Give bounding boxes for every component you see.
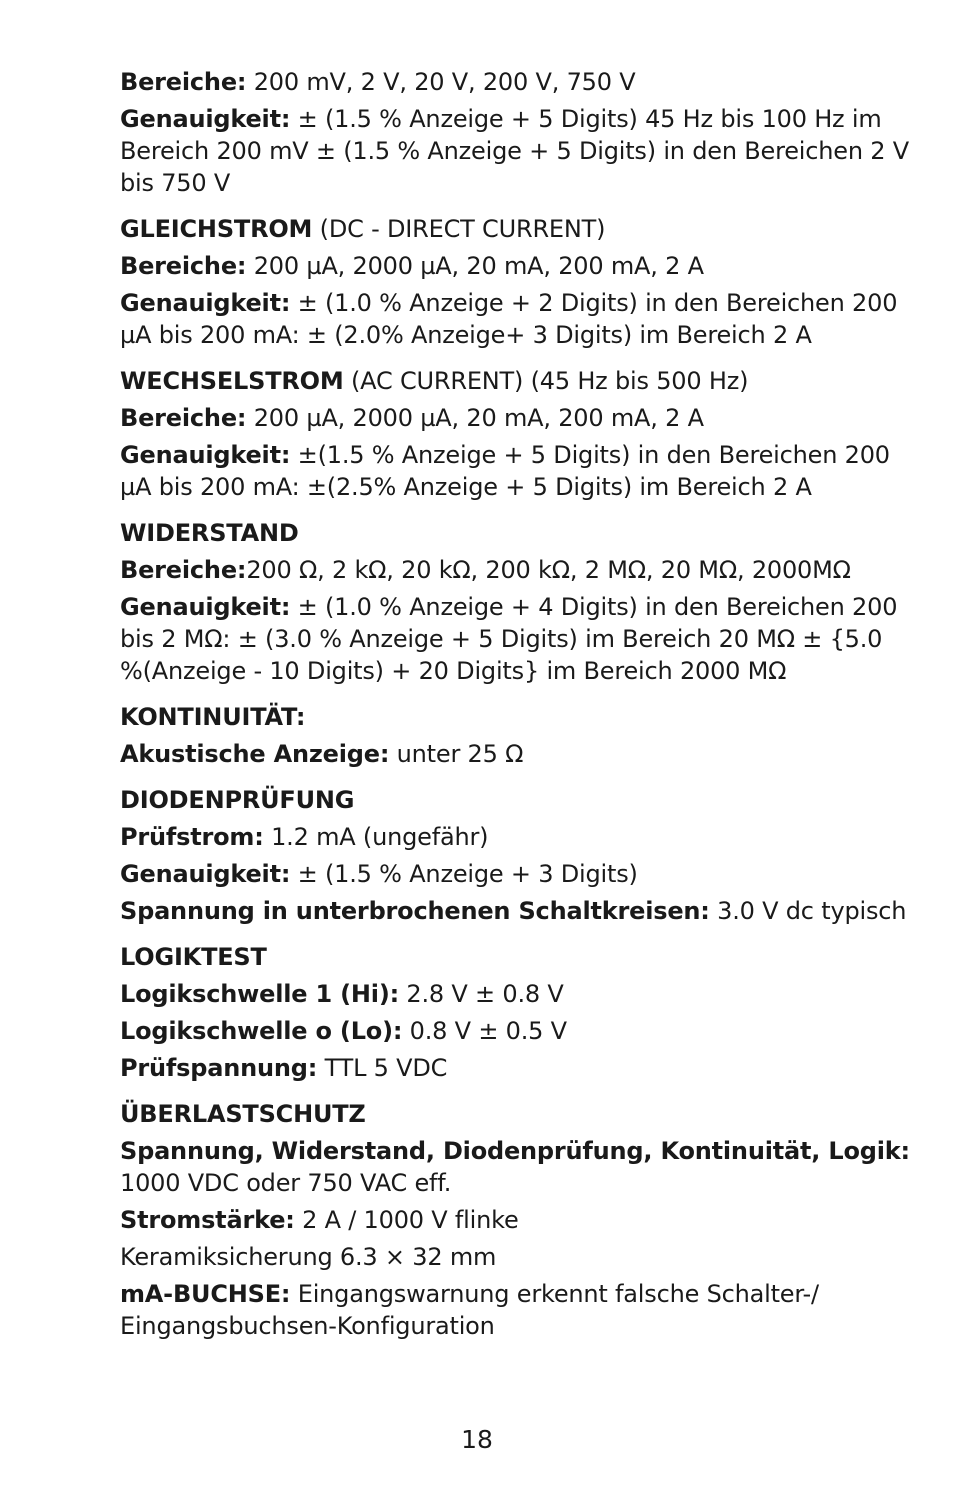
spec-text: 1.2 mA (ungefähr) (263, 823, 489, 851)
spec-entry (120, 1135, 910, 1199)
spec-label: mA-BUCHSE: (120, 1280, 291, 1308)
spec-entry (120, 250, 910, 282)
spec-text: 3.0 V dc typisch (709, 897, 907, 925)
spec-label: WECHSELSTROM (120, 367, 344, 395)
spec-entry (120, 1241, 910, 1273)
spec-label: Genauigkeit: (120, 593, 291, 621)
spec-entry (120, 554, 910, 586)
spec-entry (120, 439, 910, 503)
spec-entry (120, 66, 910, 98)
spec-label: WIDERSTAND (120, 519, 299, 547)
spec-document (120, 66, 910, 1347)
spec-entry (120, 213, 910, 245)
spec-text: 1000 VDC oder 750 VAC eff. (120, 1169, 452, 1197)
spec-label: Bereiche: (120, 252, 247, 280)
spec-entry (120, 365, 910, 397)
spec-entry (120, 1204, 910, 1236)
spec-label: Genauigkeit: (120, 105, 291, 133)
spec-label: Bereiche: (120, 68, 247, 96)
spec-label: Logikschwelle o (Lo): (120, 1017, 403, 1045)
spec-label: Bereiche: (120, 404, 247, 432)
spec-entry (120, 517, 910, 549)
spec-entry (120, 1052, 910, 1084)
spec-text: 0.8 V ± 0.5 V (402, 1017, 567, 1045)
spec-label: Logikschwelle 1 (Hi): (120, 980, 399, 1008)
spec-label: Akustische Anzeige: (120, 740, 390, 768)
spec-entry (120, 941, 910, 973)
spec-label: Spannung, Widerstand, Diodenprüfung, Kontinuität, Logik: (120, 1137, 910, 1165)
page-number: 18 (461, 1425, 493, 1454)
spec-entry (120, 591, 910, 687)
spec-text: TTL 5 VDC (317, 1054, 448, 1082)
spec-label: DIODENPRÜFUNG (120, 786, 355, 814)
spec-text: ±(1.5 % Anzeige + 5 Digits) in den Bereichen 200 µA bis 200 mA: ±(2.5% Anzeige + 5 Digits) im Bereich 2 A (120, 441, 890, 501)
spec-entry (120, 287, 910, 351)
spec-text: 200 mV, 2 V, 20 V, 200 V, 750 V (246, 68, 636, 96)
spec-text: ± (1.5 % Anzeige + 5 Digits) 45 Hz bis 100 Hz im Bereich 200 mV ± (1.5 % Anzeige + 5 Digits) in den Bereichen 2 V bis 750 V (120, 105, 909, 197)
spec-label: Genauigkeit: (120, 860, 291, 888)
spec-label: GLEICHSTROM (120, 215, 313, 243)
spec-text: ± (1.5 % Anzeige + 3 Digits) (290, 860, 638, 888)
spec-label: LOGIKTEST (120, 943, 267, 971)
spec-text: Eingangswarnung erkennt falsche Schalter-/ Eingangsbuchsen-Konfiguration (120, 1280, 819, 1340)
spec-entry (120, 978, 910, 1010)
spec-text: 2 A / 1000 V flinke (294, 1206, 519, 1234)
spec-entry (120, 895, 910, 927)
spec-entry (120, 821, 910, 853)
spec-label: Genauigkeit: (120, 289, 291, 317)
spec-entry (120, 701, 910, 733)
spec-entry (120, 402, 910, 434)
spec-entry (120, 103, 910, 199)
spec-entry (120, 784, 910, 816)
spec-entry (120, 1015, 910, 1047)
spec-text: ± (1.0 % Anzeige + 2 Digits) in den Bereichen 200 µA bis 200 mA: ± (2.0% Anzeige+ 3 Digits) im Bereich 2 A (120, 289, 898, 349)
spec-entry (120, 738, 910, 770)
spec-label: Prüfstrom: (120, 823, 264, 851)
spec-text: unter 25 Ω (389, 740, 524, 768)
spec-label: Prüfspannung: (120, 1054, 318, 1082)
spec-entry (120, 858, 910, 890)
spec-entry (120, 1278, 910, 1342)
spec-label: Spannung in unterbrochenen Schaltkreisen: (120, 897, 710, 925)
spec-text: ± (1.0 % Anzeige + 4 Digits) in den Bereichen 200 bis 2 MΩ: ± (3.0 % Anzeige + 5 Digits) im Bereich 20 MΩ ± {5.0 %(Anzeige - 10 Digits) + 20 Digits} im Bereich 2000 MΩ (120, 593, 898, 685)
spec-text: 2.8 V ± 0.8 V (398, 980, 564, 1008)
spec-text: 200 µA, 2000 µA, 20 mA, 200 mA, 2 A (246, 252, 704, 280)
spec-label: Bereiche: (120, 556, 247, 584)
spec-text: (AC CURRENT) (45 Hz bis 500 Hz) (343, 367, 749, 395)
spec-label: ÜBERLASTSCHUTZ (120, 1100, 366, 1128)
spec-entry (120, 1098, 910, 1130)
spec-label: Genauigkeit: (120, 441, 291, 469)
spec-text: (DC - DIRECT CURRENT) (312, 215, 606, 243)
spec-label: Stromstärke: (120, 1206, 295, 1234)
spec-text: 200 µA, 2000 µA, 20 mA, 200 mA, 2 A (246, 404, 704, 432)
spec-text: Keramiksicherung 6.3 × 32 mm (120, 1243, 497, 1271)
spec-text: 200 Ω, 2 kΩ, 20 kΩ, 200 kΩ, 2 MΩ, 20 MΩ, 2000MΩ (246, 556, 851, 584)
spec-label: KONTINUITÄT: (120, 703, 306, 731)
